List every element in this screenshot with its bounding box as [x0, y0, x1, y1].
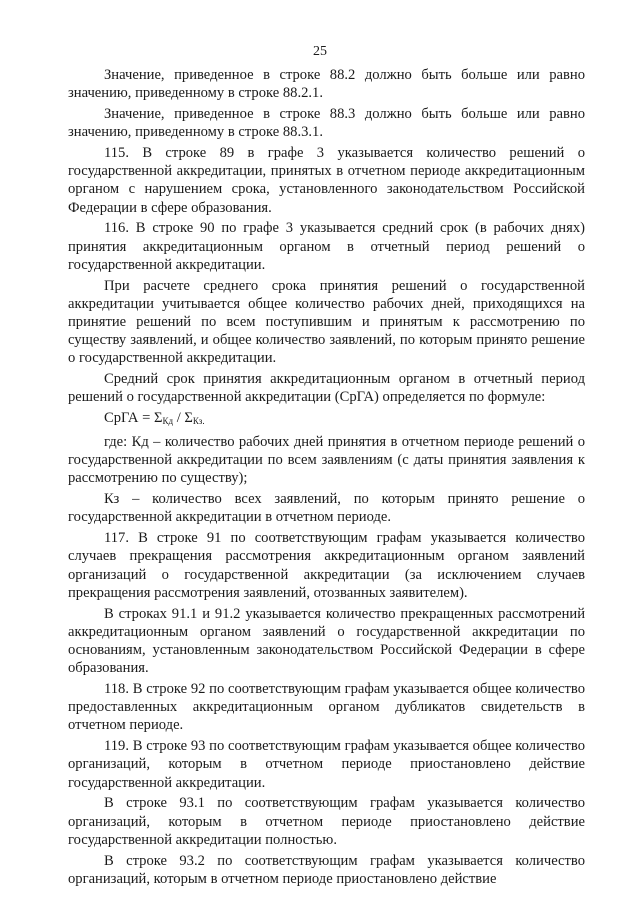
- paragraph-88-3: Значение, приведенное в строке 88.3 должно быть больше или равно значению, приведенному в строке 88.3.1.: [68, 106, 585, 141]
- formula-sub-kz: Кз.: [192, 416, 205, 427]
- paragraph-119: 119. В строке 93 по соответствующим графам указывается общее количество организаций, которым в отчетном периоде приостановлено действие государственной аккредитации.: [68, 738, 585, 791]
- paragraph-formula-intro: Средний срок принятия аккредитационным органом в отчетный период решений о государственной аккредитации (СрГА) определяется по формуле:: [68, 371, 585, 406]
- paragraph-calc-rule: При расчете среднего срока принятия решений о государственной аккредитации учитывается общее количество рабочих дней, приходящихся на принятие решений по всем поступившим и принятым к рассмотрению по существу заявлений, и общее количество заявлений, по которым принято решение о государственной аккредитации.: [68, 277, 585, 367]
- formula-mid: / Σ: [173, 410, 193, 427]
- formula-lhs: СрГА = Σ: [104, 410, 163, 427]
- paragraph-93-1: В строке 93.1 по соответствующим графам указывается количество организаций, которым в отчетном периоде приостановлено действие государственной аккредитации полностью.: [68, 795, 585, 848]
- paragraph-116: 116. В строке 90 по графе 3 указывается средний срок (в рабочих днях) принятия аккредитационным органом в отчетный период решений о государственной аккредитации.: [68, 220, 585, 273]
- paragraph-88-2: Значение, приведенное в строке 88.2 должно быть больше или равно значению, приведенному в строке 88.2.1.: [68, 67, 585, 102]
- paragraph-kz-definition: Кз – количество всех заявлений, по которым принято решение о государственной аккредитации в отчетном периоде.: [68, 491, 585, 526]
- document-body: [68, 66, 585, 891]
- page-number: 25: [313, 44, 327, 59]
- paragraph-kd-definition: где: Кд – количество рабочих дней принятия в отчетном периоде решений о государственной аккредитации по всем заявлениям (с даты принятия заявления к рассмотрению по существу);: [68, 434, 585, 487]
- formula: [68, 409, 585, 430]
- paragraph-91-1-91-2: В строках 91.1 и 91.2 указывается количество прекращенных рассмотрений аккредитационным органом заявлений о государственной аккредитации по основаниям, установленным законодательством Российской Федерации в сфере образования.: [68, 605, 585, 677]
- paragraph-115: 115. В строке 89 в графе 3 указывается количество решений о государственной аккредитации, принятых в отчетном периоде аккредитационным органом с нарушением срока, установленного законодательством Российской Федерации в сфере образования.: [68, 145, 585, 216]
- paragraph-118: 118. В строке 92 по соответствующим графам указывается общее количество предоставленных аккредитационным органом дубликатов свидетельств в отчетном периоде.: [68, 681, 585, 734]
- paragraph-93-2: В строке 93.2 по соответствующим графам указывается количество организаций, которым в отчетном периоде приостановлено действие: [68, 852, 585, 887]
- formula-sub-kd: Кд: [162, 416, 174, 427]
- paragraph-117: 117. В строке 91 по соответствующим графам указывается количество случаев прекращения рассмотрения аккредитационным органом заявлений организаций о государственной аккредитации (за исключением случаев прекращения рассмотрения заявлений, отозванных заявителем).: [68, 530, 585, 601]
